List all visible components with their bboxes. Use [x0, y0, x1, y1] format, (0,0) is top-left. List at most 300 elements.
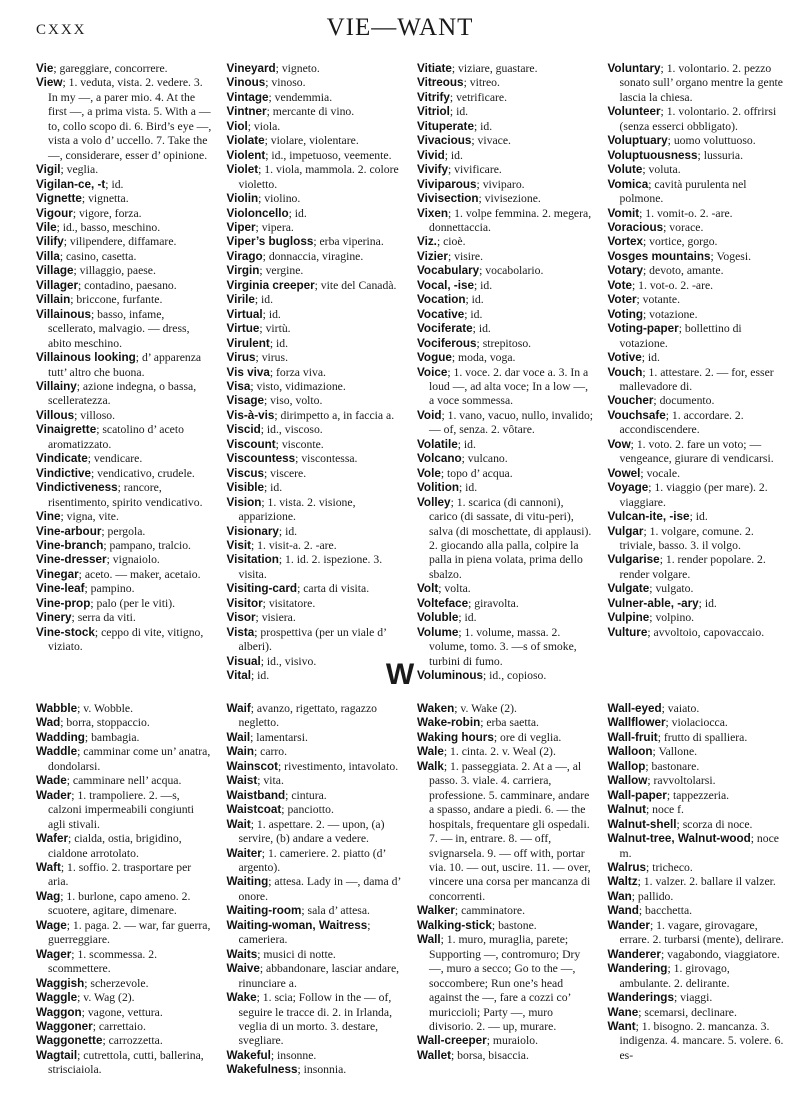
dictionary-entry: [417, 597, 594, 611]
entry-definition: ; rancore, risentimento, spirito vendicativo.: [48, 481, 203, 509]
entry-definition: ; cutrettola, cutti, ballerina, strisciaiola.: [48, 1048, 204, 1077]
entry-definition: ; aceto. — maker, acetaio.: [78, 567, 201, 581]
dictionary-entry: [36, 789, 213, 832]
dictionary-entry: [608, 308, 785, 322]
entry-definition: ; vignetta.: [81, 192, 129, 206]
dictionary-entry: [608, 525, 785, 554]
entry-definition: ; cialda, ostia, brigidino, cialdone arrotolato.: [48, 832, 182, 860]
entry-definition: ; id., impetuoso, veemente.: [265, 148, 392, 162]
dictionary-entry: [417, 438, 594, 452]
entry-headword: Vitriol: [417, 105, 450, 119]
dictionary-entry: [227, 597, 404, 611]
dictionary-entry: [608, 1006, 785, 1020]
entry-definition: ; virus.: [255, 351, 288, 365]
entry-headword: Vine-arbour: [36, 524, 102, 538]
entry-definition: ; 1. bisogno. 2. mancanza. 3. indigenza. 4. mancare. 5. volere. 6. es-: [619, 1019, 784, 1062]
dictionary-entry: [227, 409, 404, 423]
dictionary-entry: [417, 293, 594, 307]
entry-definition: ; scemarsi, declinare.: [638, 1005, 737, 1019]
entry-definition: ; id.: [464, 307, 483, 321]
entry-definition: ; moda, voga.: [451, 351, 516, 365]
entry-definition: ; volta.: [438, 582, 471, 596]
entry-headword: Waggle: [36, 991, 78, 1005]
dictionary-entry: [417, 1034, 594, 1048]
entry-headword: Vine-branch: [36, 538, 104, 552]
entry-definition: ; vite del Canadà.: [314, 278, 397, 292]
entry-headword: Violet: [226, 163, 259, 177]
entry-headword: Waiting-woman, Waitress: [226, 918, 368, 932]
dictionary-entry: [227, 496, 404, 525]
entry-definition: ; viziare, guastare.: [451, 62, 538, 75]
entry-headword: Walnut-tree, Walnut-wood: [607, 832, 751, 846]
entry-headword: Votive: [607, 351, 642, 365]
dictionary-entry: [227, 553, 404, 582]
dictionary-entry: [417, 731, 594, 745]
entry-definition: ; vipera.: [255, 220, 294, 234]
entry-headword: Wagtail: [36, 1048, 78, 1062]
dictionary-entry: [36, 1034, 213, 1048]
entry-definition: ; 1. voce. 2. dar voce a. 3. In a loud —, ad alta voce; In a low —, a voce sommessa.: [429, 365, 589, 408]
dictionary-entry: [227, 134, 404, 148]
entry-definition: ; 1. vano, vacuo, nullo, invalido; — of, senza. 2. vôtare.: [429, 408, 594, 437]
dictionary-entry: [227, 120, 404, 134]
entry-definition: ; 1. attestare. 2. — for, esser mallevadore di.: [619, 365, 774, 393]
entry-headword: Viscid: [226, 423, 261, 437]
entry-definition: ; vendicativo, crudele.: [91, 466, 195, 480]
entry-headword: Visage: [226, 394, 264, 408]
dictionary-entry: [227, 626, 404, 655]
entry-definition: ; vulcano.: [461, 452, 508, 466]
entry-headword: Wallop: [607, 759, 646, 773]
dictionary-entry: [36, 539, 213, 553]
dictionary-entry: [608, 207, 785, 221]
dictionary-entry: [608, 62, 785, 105]
entry-headword: Vis viva: [226, 365, 270, 379]
entry-headword: Viol: [226, 119, 248, 133]
dictionary-entry: [227, 250, 404, 264]
entry-headword: Wander: [607, 918, 650, 932]
entry-headword: Vineyard: [226, 62, 276, 75]
dictionary-entry: [227, 149, 404, 163]
entry-definition: ; camminar come un’ anatra, dondolarsi.: [48, 745, 211, 773]
dictionary-entry: [417, 611, 594, 625]
entry-headword: Violoncello: [226, 206, 289, 220]
entry-headword: Wand: [607, 904, 639, 918]
entry-headword: Visible: [226, 481, 264, 495]
dictionary-entry: [227, 481, 404, 495]
dictionary-entry: [417, 279, 594, 293]
entry-headword: Village: [36, 264, 74, 278]
entry-headword: Voluminous: [417, 669, 484, 683]
entry-headword: Vocal, -ise: [417, 278, 474, 292]
entry-definition: ; pampano, tralcio.: [103, 538, 191, 552]
entry-definition: ; 1. viaggio (per mare). 2. viaggiare.: [619, 481, 768, 509]
entry-headword: Vine-leaf: [36, 582, 85, 596]
dictionary-entry: [417, 467, 594, 481]
entry-headword: Wallflower: [607, 716, 666, 730]
entry-headword: Visual: [226, 654, 261, 668]
entry-definition: ; muraiolo.: [486, 1034, 539, 1048]
entry-definition: ; attesa. Lady in —, dama d’ onore.: [238, 875, 401, 903]
dictionary-entry: [227, 279, 404, 293]
entry-headword: Wall-eyed: [607, 702, 662, 715]
dictionary-entry: [36, 510, 213, 524]
dictionary-entry: [36, 481, 213, 510]
entry-definition: ; lamentarsi.: [250, 730, 308, 744]
entry-definition: ; 1. burlone, capo ameno. 2. scuotere, agitare, dimenare.: [48, 889, 191, 918]
dictionary-entry: [608, 861, 785, 875]
dictionary-entry: [227, 611, 404, 625]
dictionary-entry: [227, 818, 404, 847]
dictionary-entry: [36, 919, 213, 948]
entry-definition: ; scatolino d’ aceto aromatizzato.: [48, 423, 184, 451]
entry-definition: ; cameriera.: [238, 918, 371, 947]
dictionary-entry: [227, 105, 404, 119]
entry-definition: ; avvoltoio, capovaccaio.: [647, 625, 765, 639]
entry-definition: ; insonne.: [270, 1048, 317, 1062]
entry-definition: ; viscontessa.: [295, 452, 358, 466]
entry-headword: Wage: [36, 918, 67, 932]
dictionary-entry: [417, 91, 594, 105]
dictionary-entry: [36, 163, 213, 177]
entry-headword: Vigour: [36, 206, 73, 220]
entry-headword: Wale: [417, 745, 444, 759]
entry-headword: Vitreous: [417, 76, 464, 90]
entry-definition: ; id.: [250, 669, 270, 683]
dictionary-entry: [36, 1006, 213, 1020]
dictionary-entry: [227, 438, 404, 452]
dictionary-entry: [227, 337, 404, 351]
entry-headword: Vulner-able, -ary: [607, 596, 699, 610]
entry-definition: ; 1. scarica (di cannoni), carico (di sassate, di vitu-peri), salva (di moschettate, di applausi). 2. giocando alla palla, colpire la palla in piena volata, prima dello sbalzo.: [429, 495, 592, 581]
entry-definition: ; erba saetta.: [480, 716, 539, 730]
dictionary-entry: [36, 62, 213, 76]
entry-definition: ; sala d’ attesa.: [301, 904, 370, 918]
entry-headword: Virginia creeper: [226, 278, 315, 292]
entry-definition: ; 1. vista. 2. visione, apparizione.: [238, 495, 356, 524]
entry-headword: Vitiate: [417, 62, 452, 75]
entry-headword: Voluptuary: [607, 134, 668, 148]
dictionary-column: [417, 702, 594, 1078]
entry-definition: ; vergine.: [259, 264, 304, 278]
entry-headword: Wall: [417, 933, 441, 947]
entry-definition: ; scherzevole.: [84, 976, 149, 990]
entry-headword: Viviparous: [417, 177, 477, 191]
entry-definition: ; donnaccia, viragine.: [262, 249, 364, 263]
entry-definition: ; panciotto.: [281, 803, 334, 817]
entry-headword: Walrus: [607, 860, 647, 874]
entry-headword: Waft: [36, 860, 61, 874]
entry-headword: Vixen: [417, 206, 448, 220]
entry-definition: ; 1. accordare. 2. accondiscendere.: [619, 408, 744, 437]
entry-definition: ; 1. muro, muraglia, parete; Supporting —, contromuro; Dry —, muro a secco; Go to the —, soccombere; Run one’s head against the —, fare a cozzi co’ muriccioli; Party —, muro divisorio. 2. — up, murare.: [429, 933, 581, 1033]
entry-definition: ; bastonare.: [645, 759, 700, 773]
dictionary-entry: [608, 904, 785, 918]
dictionary-entry: [417, 702, 594, 716]
dictionary-entry: [608, 481, 785, 510]
entry-headword: Volteface: [417, 596, 469, 610]
dictionary-entry: [36, 611, 213, 625]
entry-definition: ; 1. scia; Follow in the — of, seguire le tracce di. 2. in Irlanda, veglia di un morto. 3. destare, svegliare.: [238, 991, 392, 1048]
entry-definition: ; id.: [472, 322, 491, 336]
dictionary-entry: [608, 702, 785, 716]
entry-definition: ; id.: [689, 510, 708, 524]
entry-headword: Vociferous: [417, 336, 477, 350]
entry-definition: ; violaciocca.: [665, 716, 728, 730]
dictionary-entry: [36, 716, 213, 730]
entry-definition: ; 1. valzer. 2. ballare il valzer.: [637, 875, 776, 889]
dictionary-entry: [608, 178, 785, 207]
dictionary-entry: [227, 192, 404, 206]
entry-definition: ; gareggiare, concorrere.: [53, 62, 168, 75]
entry-headword: Wall-creeper: [417, 1034, 487, 1048]
dictionary-entry: [417, 235, 594, 249]
entry-definition: ; 1. soffio. 2. trasportare per aria.: [48, 860, 192, 889]
dictionary-entry: [608, 1020, 785, 1063]
entry-headword: Visitor: [226, 596, 263, 610]
dictionary-entry: [227, 962, 404, 991]
dictionary-entry: [36, 582, 213, 596]
dictionary-entry: [417, 760, 594, 905]
dictionary-entry: [227, 293, 404, 307]
entry-definition: ; id., basso, meschino.: [56, 220, 161, 234]
dictionary-entry: [227, 308, 404, 322]
entry-definition: ; virtù.: [259, 322, 291, 336]
entry-headword: Voluntary: [607, 62, 661, 75]
entry-definition: ; viaggi.: [673, 991, 713, 1005]
entry-headword: Votary: [607, 264, 644, 278]
entry-headword: Wake: [226, 991, 257, 1005]
dictionary-entry: [608, 409, 785, 438]
dictionary-entry: [36, 597, 213, 611]
dictionary-entry: [227, 207, 404, 221]
entry-definition: ; vigneto.: [275, 62, 320, 75]
entry-headword: Voucher: [607, 394, 654, 408]
dictionary-entry: [608, 394, 785, 408]
entry-headword: Walker: [417, 904, 455, 918]
entry-definition: ; noce m.: [619, 832, 779, 860]
dictionary-entry: [608, 745, 785, 759]
entry-headword: Vine-stock: [36, 625, 95, 639]
dictionary-entry: [36, 626, 213, 655]
dictionary-entry: [36, 279, 213, 293]
dictionary-entry: [417, 904, 594, 918]
dictionary-entry: [417, 178, 594, 192]
entry-definition: ; violino.: [258, 192, 301, 206]
entry-definition: ; vivisezione.: [478, 192, 541, 206]
entry-headword: Wad: [36, 716, 61, 730]
entry-headword: Villainous: [36, 307, 91, 321]
dictionary-entry: [608, 250, 785, 264]
entry-definition: ; id.: [254, 293, 274, 307]
entry-definition: ; vorace.: [663, 220, 704, 234]
entry-headword: Wall-fruit: [607, 730, 658, 744]
dictionary-entry: [608, 890, 785, 904]
dictionary-entry: [36, 745, 213, 774]
entry-definition: ; visto, vidimazione.: [250, 379, 346, 393]
entry-headword: Vindictive: [36, 466, 91, 480]
dictionary-column: [608, 702, 785, 1078]
dictionary-entry: [608, 962, 785, 991]
entry-headword: Vivacious: [417, 134, 472, 148]
entry-headword: Voting-paper: [607, 322, 679, 336]
entry-headword: Vouchsafe: [607, 408, 666, 422]
dictionary-column: [36, 702, 213, 1078]
entry-definition: ; 1. girovago, ambulante. 2. delirante.: [619, 962, 730, 990]
entry-headword: Viscountess: [226, 452, 296, 466]
entry-definition: ; id.: [449, 105, 469, 119]
dictionary-column: [608, 62, 785, 683]
dictionary-entry: [36, 178, 213, 192]
entry-headword: Vortex: [607, 235, 644, 249]
entry-definition: ; 1. paga. 2. — war, far guerra, guerreggiare.: [48, 918, 211, 947]
dictionary-entry: [227, 351, 404, 365]
entry-headword: Villainous looking: [36, 351, 136, 365]
entry-headword: Vital: [226, 669, 251, 683]
entry-definition: ; devoto, amante.: [643, 264, 724, 278]
entry-definition: ; 1. vot-o. 2. -are.: [631, 278, 714, 292]
entry-headword: Wain: [226, 745, 254, 759]
entry-definition: ; prospettiva (per un viale d’ alberi).: [238, 625, 387, 654]
entry-definition: ; 1. cameriere. 2. piatto (d’ argento).: [238, 846, 386, 874]
entry-definition: ; cioè.: [436, 235, 466, 249]
entry-headword: Waggonette: [36, 1034, 103, 1048]
dictionary-entry: [608, 760, 785, 774]
entry-definition: ; strepitoso.: [476, 336, 532, 350]
entry-definition: ; vigore, forza.: [72, 206, 142, 220]
entry-headword: Wake-robin: [417, 716, 481, 730]
entry-headword: Vinery: [36, 611, 72, 625]
entry-headword: Vindictiveness: [36, 481, 118, 495]
dictionary-entry: [417, 264, 594, 278]
entry-headword: Waist: [226, 774, 258, 788]
dictionary-entry: [227, 774, 404, 788]
entry-headword: Voice: [417, 365, 448, 379]
dictionary-entry: [36, 977, 213, 991]
entry-definition: ; vignaiolo.: [106, 553, 160, 567]
dictionary-entry: [417, 745, 594, 759]
dictionary-entry: [227, 702, 404, 731]
entry-definition: ; vaiato.: [661, 702, 700, 715]
dictionary-entry: [36, 774, 213, 788]
entry-definition: ; basso, infame, scellerato, malvagio. — dress, abito meschino.: [48, 307, 190, 350]
entry-definition: ; viola.: [247, 119, 281, 133]
dictionary-entry: [36, 192, 213, 206]
dictionary-entry: [227, 163, 404, 192]
entry-definition: ; id.: [458, 481, 478, 495]
entry-definition: ; serra da viti.: [71, 611, 136, 625]
entry-headword: Vie: [36, 62, 54, 75]
entry-definition: ; id.: [458, 611, 477, 625]
dictionary-entry: [227, 1063, 404, 1077]
dictionary-entry: [608, 293, 785, 307]
entry-headword: Vogue: [417, 351, 452, 365]
entry-definition: ; frutto di spalliera.: [657, 730, 748, 744]
dictionary-entry: [608, 582, 785, 596]
entry-headword: Vulgar: [607, 524, 644, 538]
entry-definition: ; id., visivo.: [260, 654, 317, 668]
entry-headword: Vulture: [607, 625, 648, 639]
entry-headword: Wallet: [417, 1048, 451, 1062]
entry-headword: Violin: [226, 192, 259, 206]
entry-headword: Waistband: [226, 788, 286, 802]
entry-definition: ; 1. trampoliere. 2. —s, calzoni impermeabili congiunti agli stivali.: [48, 788, 195, 831]
entry-definition: ; avanzo, rigettato, ragazzo negletto.: [238, 702, 377, 730]
dictionary-entry: [417, 105, 594, 119]
entry-headword: Vision: [226, 495, 262, 509]
dictionary-entry: [608, 322, 785, 351]
entry-headword: Voter: [607, 293, 637, 307]
entry-headword: Wall-paper: [607, 788, 667, 802]
entry-definition: ; violare, violentare.: [264, 134, 359, 148]
dictionary-entry: [608, 510, 785, 524]
entry-definition: ; vagabondo, viaggiatore.: [660, 947, 780, 961]
dictionary-entry: [227, 760, 404, 774]
entry-definition: ; cavità purulenta nel polmone.: [619, 177, 747, 206]
entry-headword: Visa: [226, 379, 251, 393]
entry-definition: ; 1. volontario. 2. offrirsi (senza esserci obbligato).: [619, 105, 777, 133]
entry-headword: Visor: [226, 611, 256, 625]
entry-headword: Visitation: [226, 553, 279, 567]
dictionary-entry: [417, 1049, 594, 1063]
entry-definition: ; visitatore.: [262, 596, 316, 610]
entry-headword: Want: [607, 1019, 636, 1033]
dictionary-entry: [227, 235, 404, 249]
entry-definition: ; visire.: [447, 249, 484, 263]
entry-definition: ; id., viscoso.: [260, 423, 323, 437]
entry-definition: ; musici di notte.: [257, 947, 336, 961]
entry-headword: Volatile: [417, 437, 458, 451]
dictionary-entry: [608, 438, 785, 467]
entry-headword: Volcano: [417, 452, 462, 466]
entry-definition: ; 1. passeggiata. 2. At a —, al passo. 3. viale. 4. carriera, professione. 5. camminare, andare a spasso, andare a piedi. 6. — the hospitals, frequentare gli ospedali. 7. — in, entrare. 8. — off, svignarsela. 9. — off with, portar via. 10. — out, uscire. 11. — over, vincere una corsa per mancanza di concorrenti.: [429, 759, 591, 903]
entry-headword: Viper: [226, 220, 256, 234]
entry-headword: Viper’s bugloss: [226, 235, 314, 249]
entry-definition: ; carta di visita.: [297, 582, 370, 596]
entry-definition: ; id.: [465, 293, 484, 307]
entry-definition: ; forza viva.: [269, 365, 326, 379]
dictionary-entry: [227, 745, 404, 759]
entry-definition: ; v. Wag (2).: [77, 991, 135, 1005]
dictionary-entry: [227, 948, 404, 962]
entry-headword: Waggon: [36, 1005, 82, 1019]
dictionary-entry: [417, 308, 594, 322]
entry-headword: Vinaigrette: [36, 423, 97, 437]
dictionary-entry: [608, 279, 785, 293]
dictionary-entry: [36, 525, 213, 539]
entry-headword: Voting: [607, 307, 643, 321]
entry-definition: ; id.: [105, 177, 124, 191]
entry-headword: Vituperate: [417, 119, 474, 133]
entry-headword: Villain: [36, 293, 71, 307]
entry-headword: Waking hours: [417, 730, 494, 744]
dictionary-entry: [608, 991, 785, 1005]
dictionary-entry: [36, 731, 213, 745]
entry-headword: Virile: [226, 293, 255, 307]
dictionary-entry: [417, 716, 594, 730]
entry-headword: Voyage: [607, 481, 649, 495]
entry-definition: ; 1. scommessa. 2. scommettere.: [48, 947, 157, 976]
entry-headword: Wait: [226, 817, 251, 831]
entry-definition: ; id.: [457, 437, 476, 451]
entry-definition: ; rivestimento, intavolato.: [278, 759, 399, 773]
entry-definition: ; viscere.: [263, 466, 307, 480]
dictionary-entry: [227, 366, 404, 380]
entry-headword: Vine-dresser: [36, 553, 107, 567]
dictionary-entry: [608, 366, 785, 395]
dictionary-entry: [227, 789, 404, 803]
dictionary-entry: [227, 423, 404, 437]
